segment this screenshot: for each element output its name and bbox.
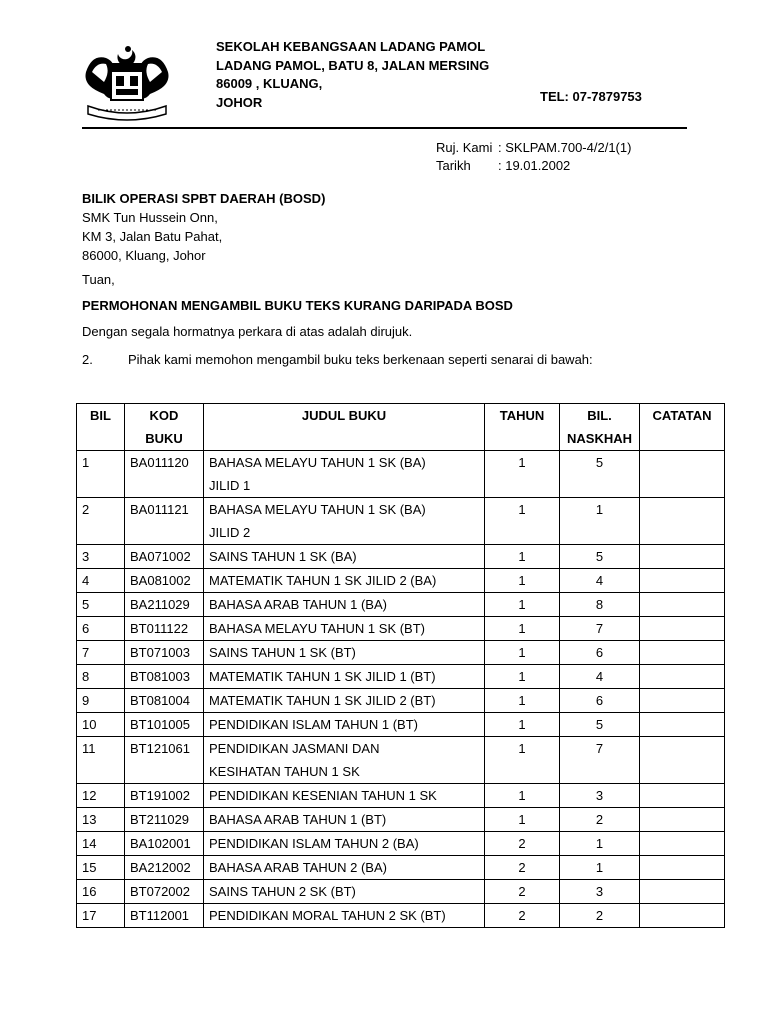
- cell-tahun: 2: [485, 832, 560, 856]
- paragraph-number: 2.: [82, 352, 93, 367]
- paragraph-2-text: Pihak kami memohon mengambil buku teks berkenaan seperti senarai di bawah:: [128, 352, 593, 367]
- header-kod-line: KOD: [149, 408, 179, 423]
- cell-naskhah: 4: [560, 665, 640, 689]
- cell-judul-line: JILID 2: [209, 525, 251, 540]
- cell-bil: 2: [77, 498, 125, 545]
- cell-naskhah: 3: [560, 880, 640, 904]
- date-label: Tarikh: [436, 158, 471, 173]
- cell-naskhah: 5: [560, 545, 640, 569]
- reference-label: Ruj. Kami: [436, 140, 493, 155]
- cell-bil: 13: [77, 808, 125, 832]
- cell-tahun: 1: [485, 451, 560, 498]
- cell-bil: 14: [77, 832, 125, 856]
- table-row: [77, 904, 725, 928]
- cell-catatan: [640, 569, 725, 593]
- cell-bil: 6: [77, 617, 125, 641]
- cell-naskhah: 1: [560, 832, 640, 856]
- cell-naskhah: 7: [560, 737, 640, 784]
- reference-value: : SKLPAM.700-4/2/1(1): [498, 140, 632, 155]
- cell-judul-line: PENDIDIKAN JASMANI DAN: [209, 741, 380, 756]
- table-row: [77, 713, 725, 737]
- cell-naskhah: 2: [560, 904, 640, 928]
- salutation: Tuan,: [82, 272, 115, 287]
- table-row: [77, 689, 725, 713]
- letter-subject: PERMOHONAN MENGAMBIL BUKU TEKS KURANG DARIPADA BOSD: [82, 298, 513, 313]
- cell-kod: BT191002: [125, 784, 204, 808]
- table-header-row: [77, 404, 725, 451]
- cell-judul-line: BAHASA MELAYU TAHUN 1 SK (BA): [209, 455, 426, 470]
- cell-catatan: [640, 856, 725, 880]
- coat-of-arms-logo: [78, 42, 176, 124]
- recipient-line: SMK Tun Hussein Onn,: [82, 210, 218, 225]
- paragraph-2: [82, 352, 593, 367]
- cell-tahun: 1: [485, 617, 560, 641]
- cell-bil: 4: [77, 569, 125, 593]
- cell-tahun: 1: [485, 713, 560, 737]
- cell-catatan: [640, 451, 725, 498]
- header-naskhah-line: NASKHAH: [567, 431, 632, 446]
- cell-catatan: [640, 665, 725, 689]
- cell-judul: BAHASA ARAB TAHUN 1 (BT): [204, 808, 485, 832]
- cell-kod: BT011122: [125, 617, 204, 641]
- cell-judul: BAHASA MELAYU TAHUN 1 SK (BT): [204, 617, 485, 641]
- table-row: [77, 737, 725, 784]
- cell-catatan: [640, 593, 725, 617]
- cell-bil: 15: [77, 856, 125, 880]
- table-row: [77, 498, 725, 545]
- cell-judul: MATEMATIK TAHUN 1 SK JILID 2 (BT): [204, 689, 485, 713]
- cell-judul-line: BAHASA MELAYU TAHUN 1 SK (BA): [209, 502, 426, 517]
- cell-judul: PENDIDIKAN ISLAM TAHUN 1 (BT): [204, 713, 485, 737]
- cell-judul: [204, 498, 485, 545]
- cell-kod: BT071003: [125, 641, 204, 665]
- table-row: [77, 808, 725, 832]
- header-naskhah-line: BIL.: [587, 408, 612, 423]
- cell-kod: BT101005: [125, 713, 204, 737]
- cell-catatan: [640, 498, 725, 545]
- cell-tahun: 1: [485, 689, 560, 713]
- cell-catatan: [640, 737, 725, 784]
- reference-block: [436, 139, 631, 175]
- cell-judul: [204, 451, 485, 498]
- cell-kod: BT211029: [125, 808, 204, 832]
- cell-tahun: 1: [485, 808, 560, 832]
- cell-bil: 12: [77, 784, 125, 808]
- cell-kod: BT112001: [125, 904, 204, 928]
- cell-naskhah: 7: [560, 617, 640, 641]
- cell-bil: 16: [77, 880, 125, 904]
- cell-judul: BAHASA ARAB TAHUN 1 (BA): [204, 593, 485, 617]
- cell-kod: BT121061: [125, 737, 204, 784]
- cell-tahun: 2: [485, 904, 560, 928]
- cell-judul: MATEMATIK TAHUN 1 SK JILID 1 (BT): [204, 665, 485, 689]
- letterhead-divider: [82, 127, 687, 129]
- table-row: [77, 856, 725, 880]
- cell-naskhah: 8: [560, 593, 640, 617]
- recipient-line: KM 3, Jalan Batu Pahat,: [82, 229, 223, 244]
- header-judul: JUDUL BUKU: [204, 404, 485, 451]
- cell-tahun: 2: [485, 880, 560, 904]
- table-row: [77, 617, 725, 641]
- cell-kod: BA011120: [125, 451, 204, 498]
- cell-judul: PENDIDIKAN ISLAM TAHUN 2 (BA): [204, 832, 485, 856]
- header-kod-line: BUKU: [145, 431, 183, 446]
- cell-catatan: [640, 617, 725, 641]
- cell-naskhah: 5: [560, 713, 640, 737]
- cell-catatan: [640, 713, 725, 737]
- recipient-line: 86000, Kluang, Johor: [82, 248, 206, 263]
- table-row: [77, 784, 725, 808]
- cell-kod: BA211029: [125, 593, 204, 617]
- header-naskhah: [560, 404, 640, 451]
- cell-naskhah: 6: [560, 689, 640, 713]
- cell-bil: 5: [77, 593, 125, 617]
- cell-kod: BT081004: [125, 689, 204, 713]
- table-row: [77, 451, 725, 498]
- letterhead-line: LADANG PAMOL, BATU 8, JALAN MERSING: [216, 57, 490, 73]
- cell-bil: 8: [77, 665, 125, 689]
- cell-tahun: 1: [485, 665, 560, 689]
- date-value: : 19.01.2002: [498, 158, 571, 173]
- book-list-table: [76, 403, 725, 928]
- letterhead-line: JOHOR: [216, 94, 263, 110]
- cell-judul-line: JILID 1: [209, 478, 251, 493]
- cell-bil: 10: [77, 713, 125, 737]
- cell-catatan: [640, 784, 725, 808]
- cell-catatan: [640, 904, 725, 928]
- cell-catatan: [640, 689, 725, 713]
- telephone-number: TEL: 07-7879753: [540, 89, 642, 104]
- cell-tahun: 1: [485, 545, 560, 569]
- table-row: [77, 641, 725, 665]
- header-kod: [125, 404, 204, 451]
- cell-judul: MATEMATIK TAHUN 1 SK JILID 2 (BA): [204, 569, 485, 593]
- table-row: [77, 545, 725, 569]
- school-letterhead: [216, 38, 489, 112]
- cell-catatan: [640, 641, 725, 665]
- letterhead-line: SEKOLAH KEBANGSAAN LADANG PAMOL: [216, 39, 486, 54]
- header-catatan: CATATAN: [640, 404, 725, 451]
- header-bil: BIL: [77, 404, 125, 451]
- cell-naskhah: 1: [560, 498, 640, 545]
- cell-catatan: [640, 545, 725, 569]
- cell-judul-line: KESIHATAN TAHUN 1 SK: [209, 764, 360, 779]
- cell-judul: PENDIDIKAN MORAL TAHUN 2 SK (BT): [204, 904, 485, 928]
- table-row: [77, 665, 725, 689]
- cell-bil: 11: [77, 737, 125, 784]
- recipient-name: BILIK OPERASI SPBT DAERAH (BOSD): [82, 191, 326, 206]
- cell-judul: SAINS TAHUN 1 SK (BA): [204, 545, 485, 569]
- table-row: [77, 832, 725, 856]
- cell-kod: BA212002: [125, 856, 204, 880]
- cell-tahun: 1: [485, 593, 560, 617]
- cell-judul: [204, 737, 485, 784]
- cell-kod: BT072002: [125, 880, 204, 904]
- cell-naskhah: 2: [560, 808, 640, 832]
- paragraph-1: Dengan segala hormatnya perkara di atas adalah dirujuk.: [82, 324, 413, 339]
- cell-catatan: [640, 832, 725, 856]
- cell-tahun: 1: [485, 641, 560, 665]
- cell-naskhah: 6: [560, 641, 640, 665]
- table-row: [77, 569, 725, 593]
- cell-judul: SAINS TAHUN 2 SK (BT): [204, 880, 485, 904]
- cell-naskhah: 4: [560, 569, 640, 593]
- cell-judul: BAHASA ARAB TAHUN 2 (BA): [204, 856, 485, 880]
- letterhead-line: 86009 , KLUANG,: [216, 76, 323, 91]
- cell-tahun: 2: [485, 856, 560, 880]
- cell-catatan: [640, 808, 725, 832]
- cell-tahun: 1: [485, 737, 560, 784]
- table-row: [77, 593, 725, 617]
- cell-bil: 7: [77, 641, 125, 665]
- recipient-address: [82, 189, 325, 265]
- cell-bil: 9: [77, 689, 125, 713]
- cell-kod: BA102001: [125, 832, 204, 856]
- cell-judul: SAINS TAHUN 1 SK (BT): [204, 641, 485, 665]
- cell-judul: PENDIDIKAN KESENIAN TAHUN 1 SK: [204, 784, 485, 808]
- cell-kod: BA011121: [125, 498, 204, 545]
- cell-tahun: 1: [485, 569, 560, 593]
- cell-bil: 3: [77, 545, 125, 569]
- cell-kod: BA081002: [125, 569, 204, 593]
- cell-naskhah: 1: [560, 856, 640, 880]
- cell-naskhah: 5: [560, 451, 640, 498]
- cell-tahun: 1: [485, 784, 560, 808]
- cell-catatan: [640, 880, 725, 904]
- cell-kod: BA071002: [125, 545, 204, 569]
- cell-kod: BT081003: [125, 665, 204, 689]
- header-tahun: TAHUN: [485, 404, 560, 451]
- table-row: [77, 880, 725, 904]
- cell-bil: 17: [77, 904, 125, 928]
- cell-tahun: 1: [485, 498, 560, 545]
- cell-bil: 1: [77, 451, 125, 498]
- cell-naskhah: 3: [560, 784, 640, 808]
